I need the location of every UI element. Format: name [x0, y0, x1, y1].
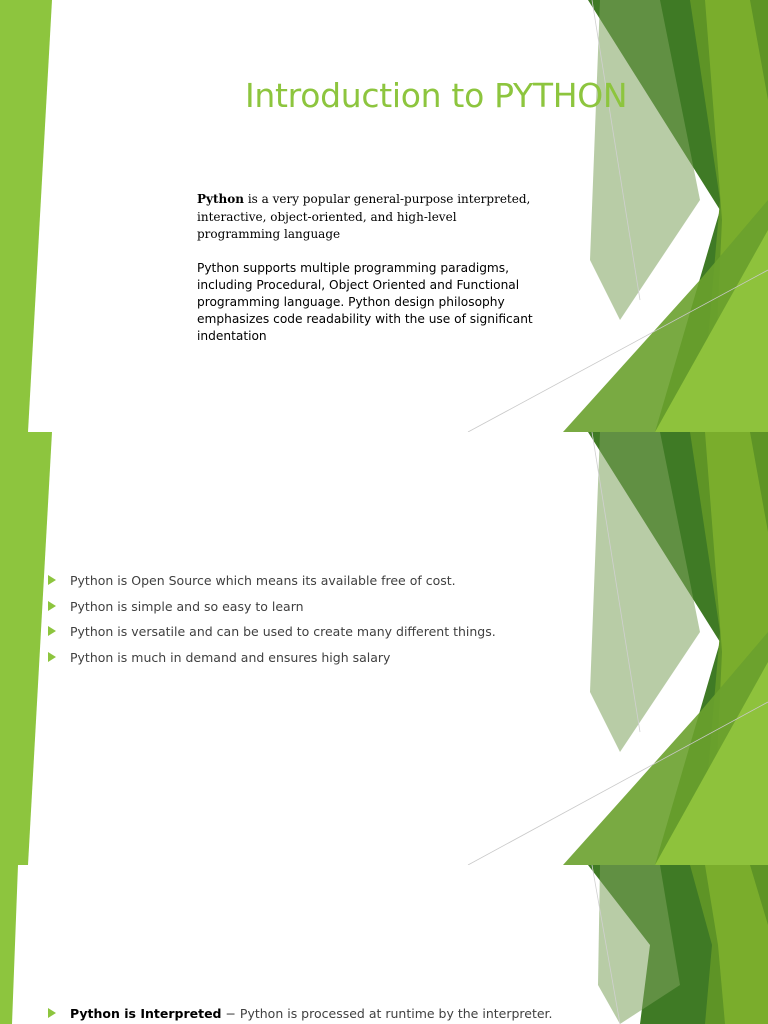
triangle-bullet-icon — [48, 601, 56, 611]
list-item-text: Python is much in demand and ensures high salary — [70, 649, 391, 665]
triangle-bullet-icon — [48, 626, 56, 636]
list-item-text: Python is versatile and can be used to create many different things. — [70, 624, 496, 639]
intro-text: is a very popular general-purpose interpreted, interactive, object-oriented, and high-level programming language — [197, 192, 531, 241]
slide-3 — [0, 865, 768, 1024]
slide-1 — [0, 0, 768, 432]
list-item-text: Python is simple and so easy to learn — [70, 598, 304, 614]
triangle-bullet-icon — [48, 575, 56, 585]
list-item — [48, 649, 496, 675]
benefits-list — [48, 572, 496, 674]
feature-text: − Python is processed at runtime by the interpreter. — [221, 1006, 553, 1021]
triangle-bullet-icon — [48, 1008, 56, 1018]
list-item — [48, 623, 496, 649]
list-item — [48, 598, 496, 624]
triangle-bullet-icon — [48, 652, 56, 662]
list-item — [48, 572, 496, 598]
feature-bold-term: Python is Interpreted — [70, 1006, 222, 1021]
slide-title: Introduction to PYTHON — [245, 76, 628, 115]
slide-3-decoration — [0, 865, 768, 1024]
paradigms-paragraph: Python supports multiple programming paradigms, including Procedural, Object Oriented and Functional programming language. Python design philosophy emphasizes code readability with the use of significant indentation — [197, 261, 533, 343]
slide-2 — [0, 432, 768, 865]
intro-bold-term: Python — [197, 192, 244, 206]
list-item-text: Python is Open Source which means its available free of cost. — [70, 573, 456, 588]
intro-paragraph — [197, 191, 542, 244]
feature-line — [48, 1005, 553, 1022]
